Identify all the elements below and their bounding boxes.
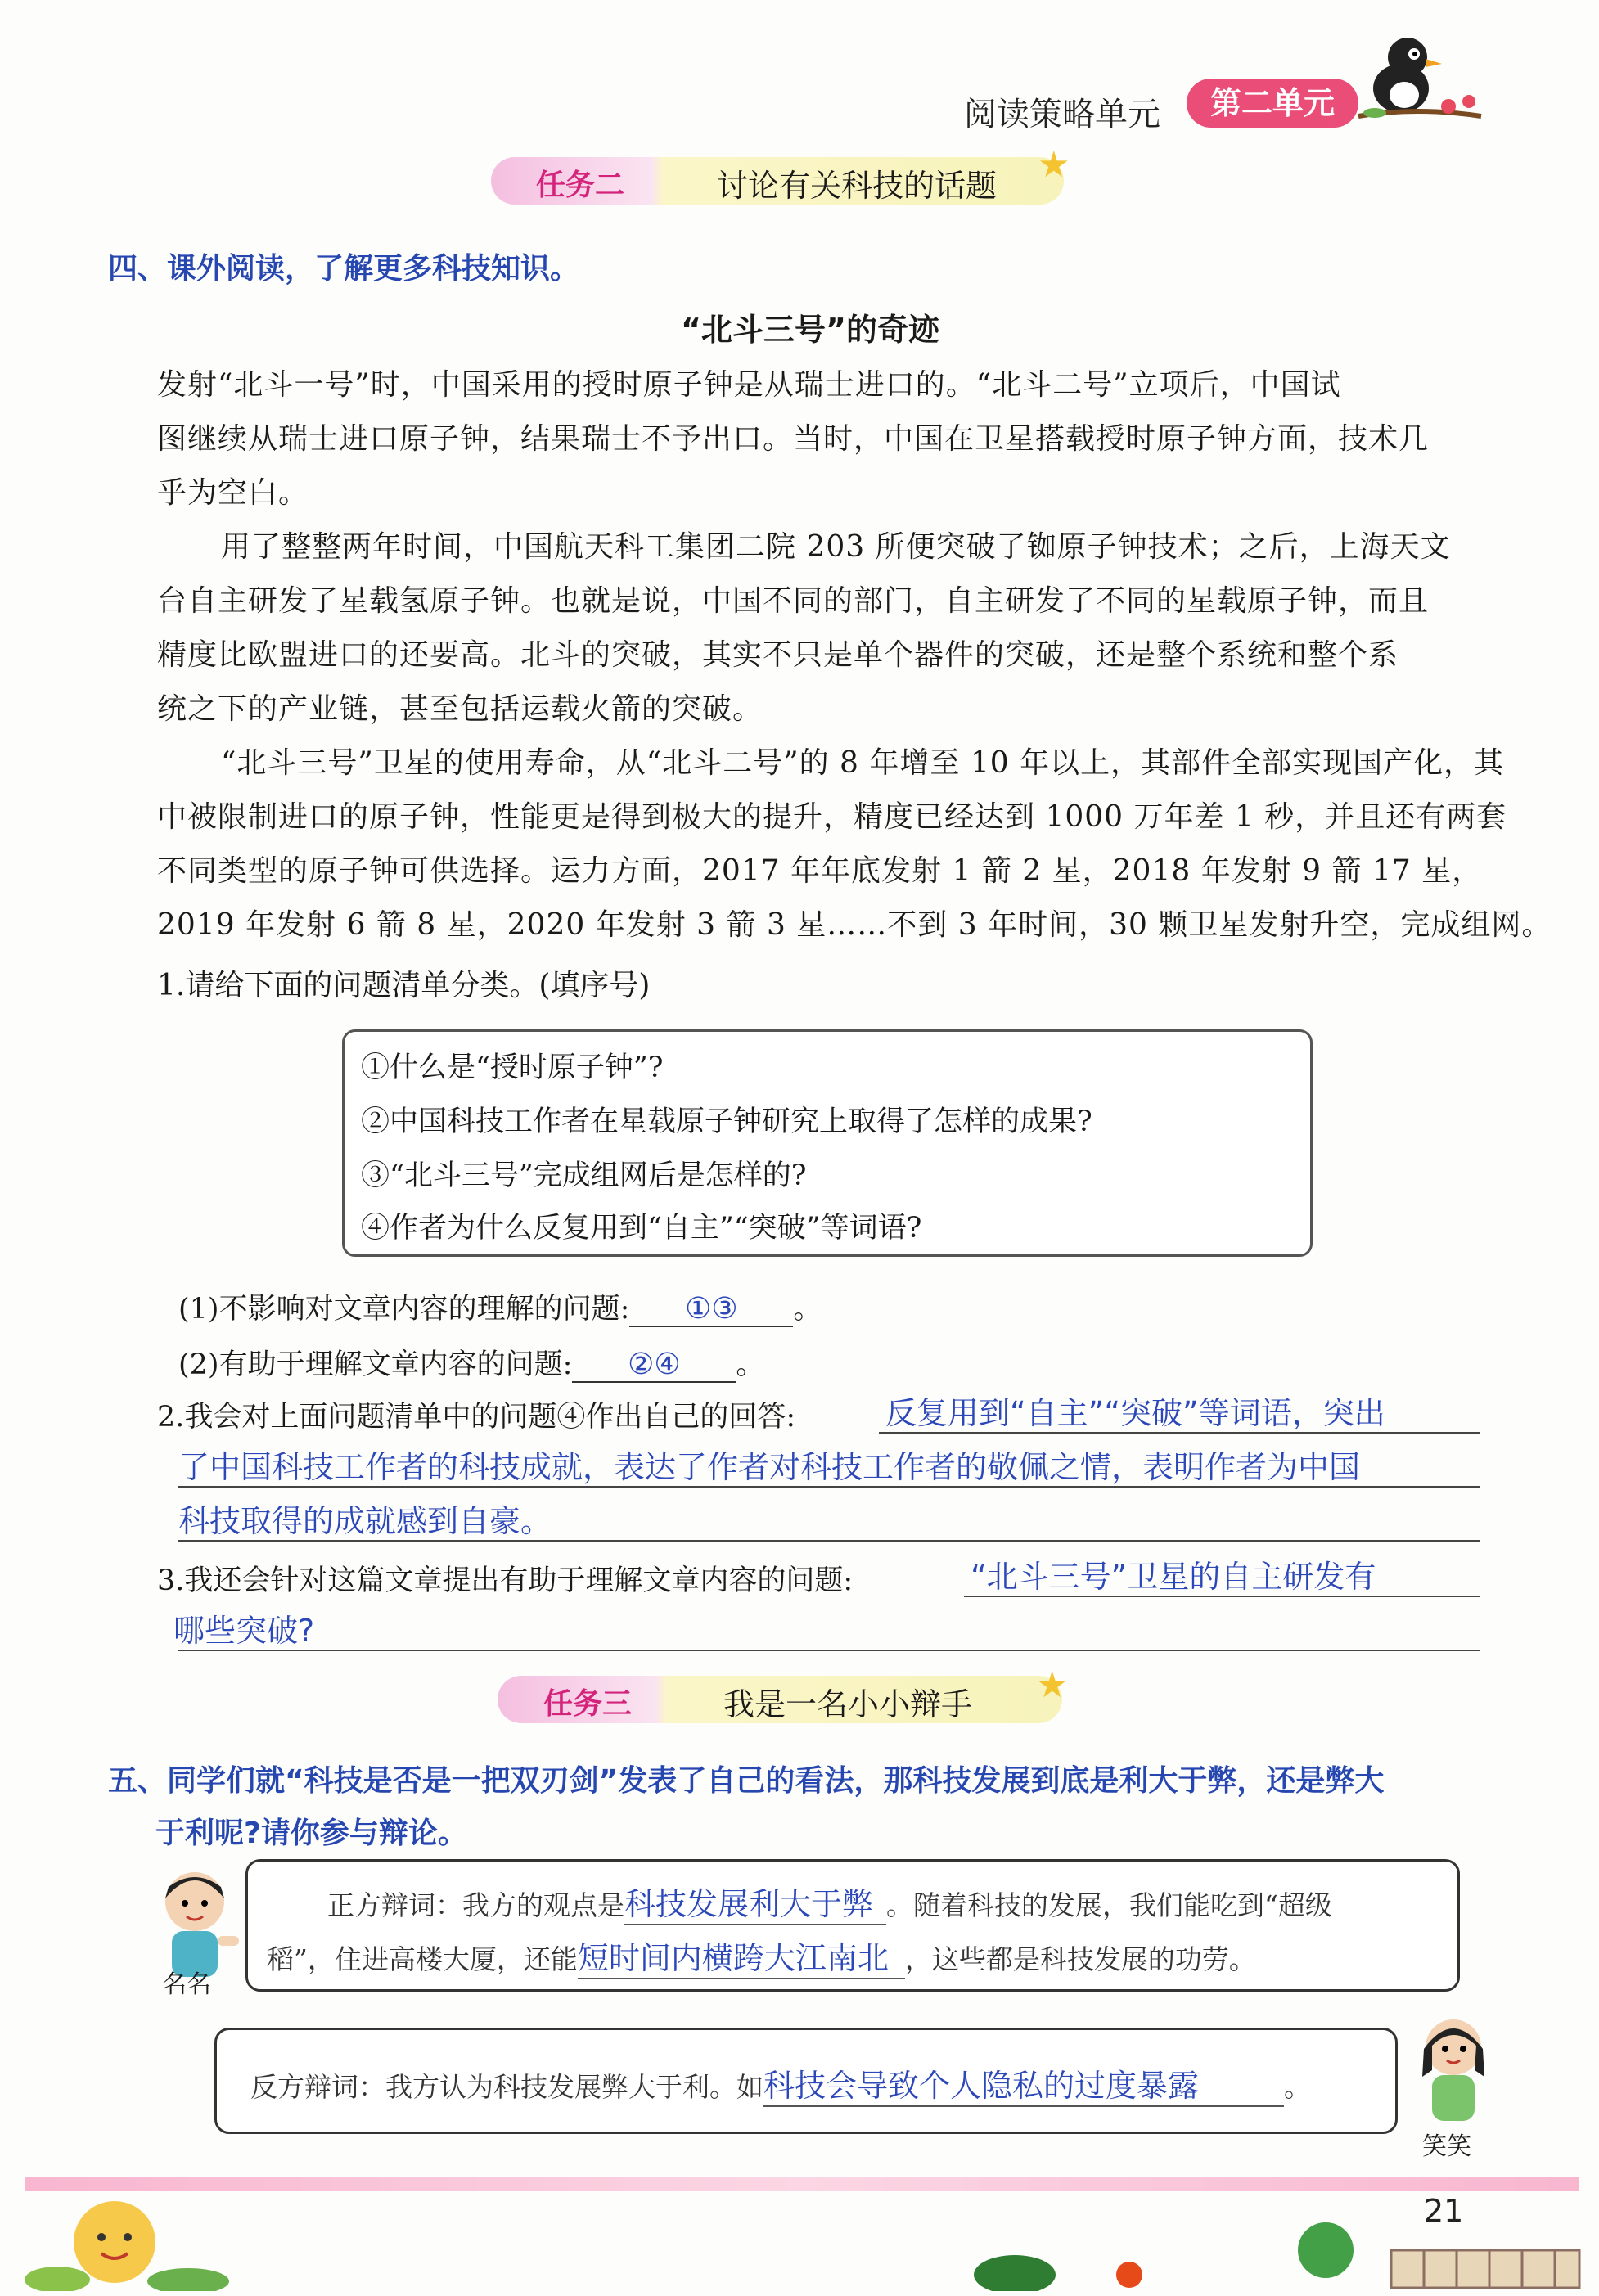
paragraph-1-line-3: 乎为空白。: [157, 476, 309, 510]
paragraph-3-line-4: 2019 年发射 6 箭 8 星，2020 年发射 3 箭 3 星……不到 3 年时间，30 颗卫星发射升空，完成组网。: [157, 908, 1552, 942]
task2-tag: 任务二: [536, 169, 625, 202]
answer-line: [879, 1432, 1480, 1434]
pro-line-2: [267, 1933, 1256, 1979]
paragraph-2-line-4: 统之下的产业链，甚至包括运载火箭的突破。: [157, 692, 763, 726]
paragraph-2-line-3: 精度比欧盟进口的还要高。北斗的突破，其实不只是单个器件的突破，还是整个系统和整个系: [157, 638, 1399, 672]
q1-sub1-label: (1)不影响对文章内容的理解的问题:: [178, 1293, 630, 1326]
bird-illustration: [1350, 25, 1489, 131]
girl-illustration: [1409, 2013, 1499, 2127]
con-text-b: 。: [1284, 2071, 1311, 2103]
section4-heading: 四、课外阅读，了解更多科技知识。: [108, 252, 580, 286]
pro-line-1: [327, 1879, 1332, 1925]
answer-line: [964, 1596, 1480, 1597]
star-icon: ★: [1038, 144, 1070, 186]
paragraph-3-line-2: 中被限制进口的原子钟，性能更是得到极大的提升，精度已经达到 1000 万年差 1 秒，并且还有两套: [157, 800, 1507, 834]
section5-heading-line-1: 五、同学们就“科技是否是一把双刃剑”发表了自己的看法，那科技发展到底是利大于弊，还是弊大: [108, 1764, 1385, 1798]
question-item-4: ④作者为什么反复用到“自主”“突破”等词语?: [361, 1212, 922, 1245]
q2-answer-line-3[interactable]: 科技取得的成就感到自豪。: [178, 1503, 552, 1539]
q1-prompt: 1.请给下面的问题清单分类。(填序号): [157, 969, 651, 1002]
paragraph-1-line-2: 图继续从瑞士进口原子钟，结果瑞士不予出口。当时，中国在卫星搭载授时原子钟方面，技术几: [157, 422, 1430, 456]
q3-prompt: 3.我还会针对这篇文章提出有助于理解文章内容的问题:: [157, 1564, 854, 1597]
q3-answer-line-1[interactable]: “北斗三号”卫星的自主研发有: [971, 1559, 1376, 1595]
con-text-a: 反方辩词：我方认为科技发展弊大于利。如: [250, 2071, 763, 2103]
q1-sub1-answer[interactable]: ①③: [629, 1292, 793, 1327]
paragraph-1-line-1: 发射“北斗一号”时，中国采用的授时原子钟是从瑞士进口的。“北斗二号”立项后，中国试: [157, 368, 1341, 402]
pro-answer-viewpoint[interactable]: 科技发展利大于弊: [624, 1879, 886, 1925]
pro-text-a: 正方辩词：我方的观点是: [327, 1889, 624, 1921]
garden-illustration: [966, 2209, 1588, 2291]
con-answer-example[interactable]: 科技会导致个人隐私的过度暴露: [763, 2060, 1284, 2107]
pro-speaker-name: 名名: [162, 1970, 211, 1999]
q1-sub2: [178, 1342, 764, 1383]
task2-title: 讨论有关科技的话题: [717, 168, 998, 204]
answer-line: [178, 1650, 1480, 1651]
task3-tag: 任务三: [543, 1687, 633, 1721]
question-list-box: [342, 1029, 1313, 1257]
paragraph-3-line-1: “北斗三号”卫星的使用寿命，从“北斗二号”的 8 年增至 10 年以上，其部件全部实现国产化，其: [221, 746, 1505, 780]
q2-answer-line-2[interactable]: 了中国科技工作者的科技成就，表达了作者对科技工作者的敬佩之情，表明作者为中国: [178, 1449, 1361, 1485]
q1-sub2-period: 。: [736, 1348, 765, 1381]
con-speaker-name: 笑笑: [1422, 2132, 1471, 2161]
q1-sub1: [178, 1286, 822, 1327]
unit-badge: 第二单元: [1187, 79, 1358, 128]
section5-heading-line-2: 于利呢?请你参与辩论。: [155, 1817, 467, 1850]
q1-sub1-period: 。: [793, 1293, 822, 1326]
paragraph-2-line-2: 台自主研发了星载氢原子钟。也就是说，中国不同的部门，自主研发了不同的星载原子钟，而且: [157, 584, 1430, 618]
question-item-2: ②中国科技工作者在星载原子钟研究上取得了怎样的成果?: [361, 1105, 1092, 1138]
q1-sub2-label: (2)有助于理解文章内容的问题:: [178, 1348, 573, 1381]
question-item-1: ①什么是“授时原子钟”?: [361, 1051, 664, 1084]
q2-answer-line-1[interactable]: 反复用到“自主”“突破”等词语，突出: [885, 1395, 1385, 1431]
answer-line: [178, 1540, 1480, 1542]
question-item-3: ③“北斗三号”完成组网后是怎样的?: [361, 1159, 807, 1192]
star-icon: ★: [1036, 1664, 1069, 1706]
page-number: 21: [1424, 2193, 1464, 2229]
answer-line: [178, 1486, 1480, 1488]
q1-sub2-answer[interactable]: ②④: [572, 1348, 736, 1383]
con-line: [250, 2060, 1311, 2107]
task3-title: 我是一名小小辩手: [723, 1686, 973, 1722]
pro-text-d: ，这些都是科技发展的功劳。: [904, 1943, 1256, 1975]
unit-label: 阅读策略单元: [964, 96, 1160, 133]
q2-prompt: 2.我会对上面问题清单中的问题④作出自己的回答:: [157, 1401, 796, 1434]
pro-text-b: 。随着科技的发展，我们能吃到“超级: [886, 1889, 1332, 1921]
article-title: “北斗三号”的奇迹: [681, 312, 939, 348]
paragraph-3-line-3: 不同类型的原子钟可供选择。运力方面，2017 年年底发射 1 箭 2 星，2018 年发射 9 箭 17 星，: [157, 854, 1483, 888]
pro-answer-example[interactable]: 短时间内横跨大江南北: [578, 1933, 905, 1979]
pro-text-c: 稻”，住进高楼大厦，还能: [267, 1943, 578, 1975]
q3-answer-line-2[interactable]: 哪些突破?: [173, 1613, 315, 1649]
footer-band: [25, 2177, 1579, 2191]
paragraph-2-line-1: 用了整整两年时间，中国航天科工集团二院 203 所便突破了铷原子钟技术；之后，上海天文: [221, 530, 1451, 564]
sun-illustration: [25, 2185, 237, 2291]
